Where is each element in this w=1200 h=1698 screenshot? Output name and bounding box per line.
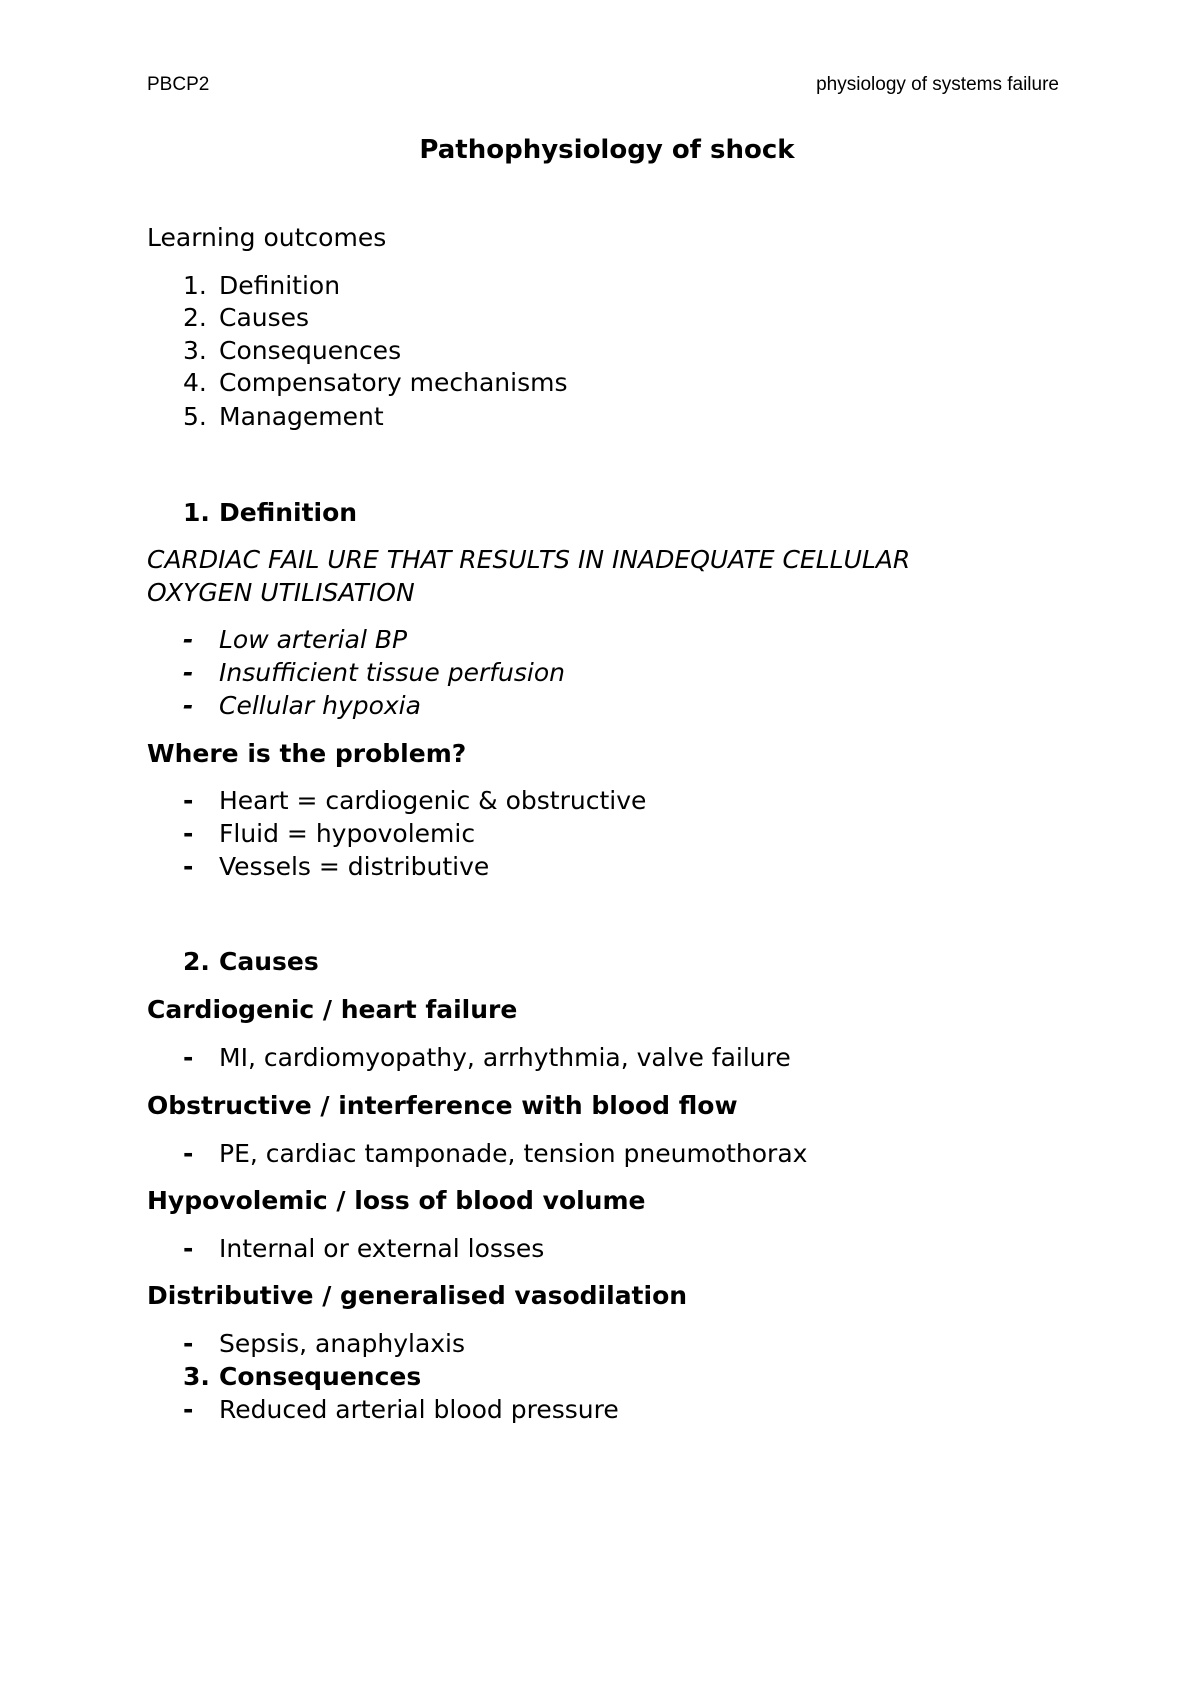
bullet-dash: - [183,691,194,720]
learning-outcomes-heading: Learning outcomes [147,223,387,252]
problem-heading: Where is the problem? [147,739,467,768]
section-title: Consequences [219,1362,422,1391]
list-number: 5. [183,402,207,431]
list-number: 1. [183,271,207,300]
section-heading-causes [183,946,319,978]
section-number: 1. [183,498,210,527]
cause-bullet [183,1233,544,1265]
problem-bullet [183,785,646,817]
cause-bullet [183,1042,791,1074]
bullet-text: Fluid = hypovolemic [219,819,476,848]
learning-outcome-item [183,335,401,367]
cause-group-heading: Distributive / generalised vasodilation [147,1281,688,1310]
bullet-text: Vessels = distributive [219,852,490,881]
header-module-title: physiology of systems failure [816,74,1059,95]
definition-statement-line: CARDIAC FAIL URE THAT RESULTS IN INADEQUATE CELLULAR [147,545,911,574]
bullet-text: Sepsis, anaphylaxis [219,1329,466,1358]
problem-bullet [183,818,475,850]
bullet-text: Insufficient tissue perfusion [219,658,565,687]
list-number: 4. [183,368,207,397]
section-title: Causes [219,947,319,976]
bullet-dash: - [183,1329,194,1358]
list-number: 2. [183,303,207,332]
bullet-text: Cellular hypoxia [219,691,421,720]
bullet-dash: - [183,852,194,881]
document-title: Pathophysiology of shock [419,135,795,165]
list-item-text: Consequences [219,336,402,365]
list-item-text: Definition [219,271,341,300]
bullet-dash: - [183,658,194,687]
definition-statement-line: OXYGEN UTILISATION [147,578,415,607]
section-title: Definition [219,498,358,527]
bullet-dash: - [183,625,194,654]
bullet-dash: - [183,1395,194,1424]
learning-outcome-item [183,367,568,399]
cause-group-heading: Hypovolemic / loss of blood volume [147,1186,646,1215]
definition-bullet [183,657,565,689]
bullet-dash: - [183,1043,194,1072]
section-number: 2. [183,947,210,976]
bullet-text: MI, cardiomyopathy, arrhythmia, valve failure [219,1043,791,1072]
learning-outcome-item [183,270,340,302]
list-number: 3. [183,336,207,365]
list-item-text: Causes [219,303,310,332]
bullet-dash: - [183,1234,194,1263]
cause-group-heading: Obstructive / interference with blood flow [147,1091,738,1120]
cause-bullet [183,1138,807,1170]
list-item-text: Compensatory mechanisms [219,368,568,397]
bullet-text: PE, cardiac tamponade, tension pneumothorax [219,1139,808,1168]
header-course-code: PBCP2 [147,74,210,95]
bullet-dash: - [183,786,194,815]
cause-bullet [183,1328,465,1360]
consequence-bullet [183,1394,619,1426]
bullet-dash: - [183,1139,194,1168]
bullet-text: Reduced arterial blood pressure [219,1395,619,1424]
bullet-dash: - [183,819,194,848]
bullet-text: Internal or external losses [219,1234,545,1263]
problem-bullet [183,851,489,883]
definition-bullet [183,624,407,656]
learning-outcome-item [183,302,309,334]
section-number: 3. [183,1362,210,1391]
page-header [147,74,1059,98]
section-heading-consequences [183,1361,421,1393]
definition-bullet [183,690,421,722]
bullet-text: Low arterial BP [219,625,408,654]
cause-group-heading: Cardiogenic / heart failure [147,995,518,1024]
list-item-text: Management [219,402,384,431]
section-heading-definition [183,497,357,529]
learning-outcome-item [183,401,384,433]
bullet-text: Heart = cardiogenic & obstructive [219,786,647,815]
